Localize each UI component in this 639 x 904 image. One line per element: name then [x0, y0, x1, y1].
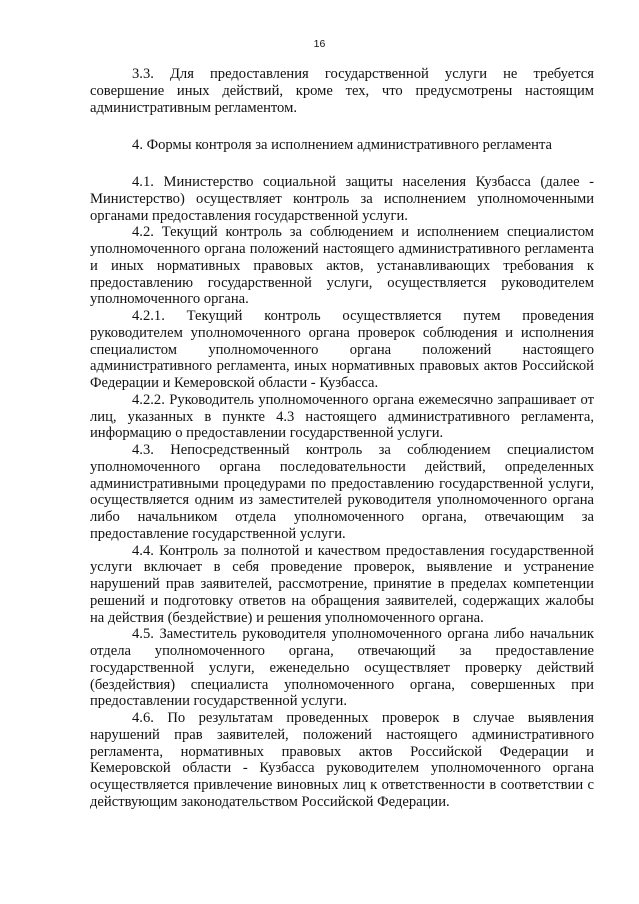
section-heading: 4. Формы контроля за исполнением административного регламента — [132, 137, 552, 154]
paragraph-4-3: 4.3. Непосредственный контроль за соблюдением специалистом уполномоченного органа последовательности действий, определенных административными процедурами по предоставлению государственной услуги, осуществляется одним из заместителей руководителя уполномоченного органа либо начальником отдела уполномоченного органа, отвечающим за предоставление государственной услуги. — [90, 442, 594, 542]
page-number: 16 — [313, 38, 326, 50]
paragraph-4-2-2: 4.2.2. Руководитель уполномоченного органа ежемесячно запрашивает от лиц, указанных в пункте 4.3 настоящего административного регламента, информацию о предоставлении государственной услуги. — [90, 391, 594, 442]
document-body — [90, 66, 594, 811]
paragraph-3-3: 3.3. Для предоставления государственной услуги не требуется совершение иных действий, кроме тех, что предусмотрены настоящим административным регламентом. — [90, 66, 594, 116]
paragraph-4-2-1: 4.2.1. Текущий контроль осуществляется путем проведения руководителем уполномоченного органа проверок соблюдения и исполнения специалистом уполномоченного органа положений настоящего административного регламента, иных нормативных правовых актов Российской Федерации и Кемеровской области - Кузбасса. — [90, 308, 594, 391]
paragraph-4-5: 4.5. Заместитель руководителя уполномоченного органа либо начальник отдела уполномоченного органа, отвечающий за предоставление государственной услуги, еженедельно осуществляет проверку действий (бездействия) специалиста уполномоченного органа, совершенных при предоставлении государственной услуги. — [90, 626, 594, 710]
paragraph-4-1: 4.1. Министерство социальной защиты населения Кузбасса (далее - Министерство) осуществляет контроль за исполнением уполномоченными органами предоставления государственной услуги. — [90, 174, 594, 224]
paragraph-4-2: 4.2. Текущий контроль за соблюдением и исполнением специалистом уполномоченного органа положений настоящего административного регламента и иных нормативных правовых актов, устанавливающих требования к предоставлению государственной услуги, осуществляется руководителем уполномоченного органа. — [90, 224, 594, 308]
paragraph-4-4: 4.4. Контроль за полнотой и качеством предоставления государственной услуги включает в себя проведение проверок, выявление и устранение нарушений прав заявителей, рассмотрение, принятие в пределах компетенции решений и подготовку ответов на обращения заявителей, содержащих жалобы на действия (бездействие) и решения уполномоченного органа. — [90, 542, 594, 626]
paragraph-4-6: 4.6. По результатам проведенных проверок в случае выявления нарушений прав заявителей, положений настоящего административного регламента, нормативных правовых актов Российской Федерации и Кемеровской области - Кузбасса руководителем уполномоченного органа осуществляется привлечение виновных лиц к ответственности в соответствии с действующим законодательством Российской Федерации. — [90, 710, 594, 810]
